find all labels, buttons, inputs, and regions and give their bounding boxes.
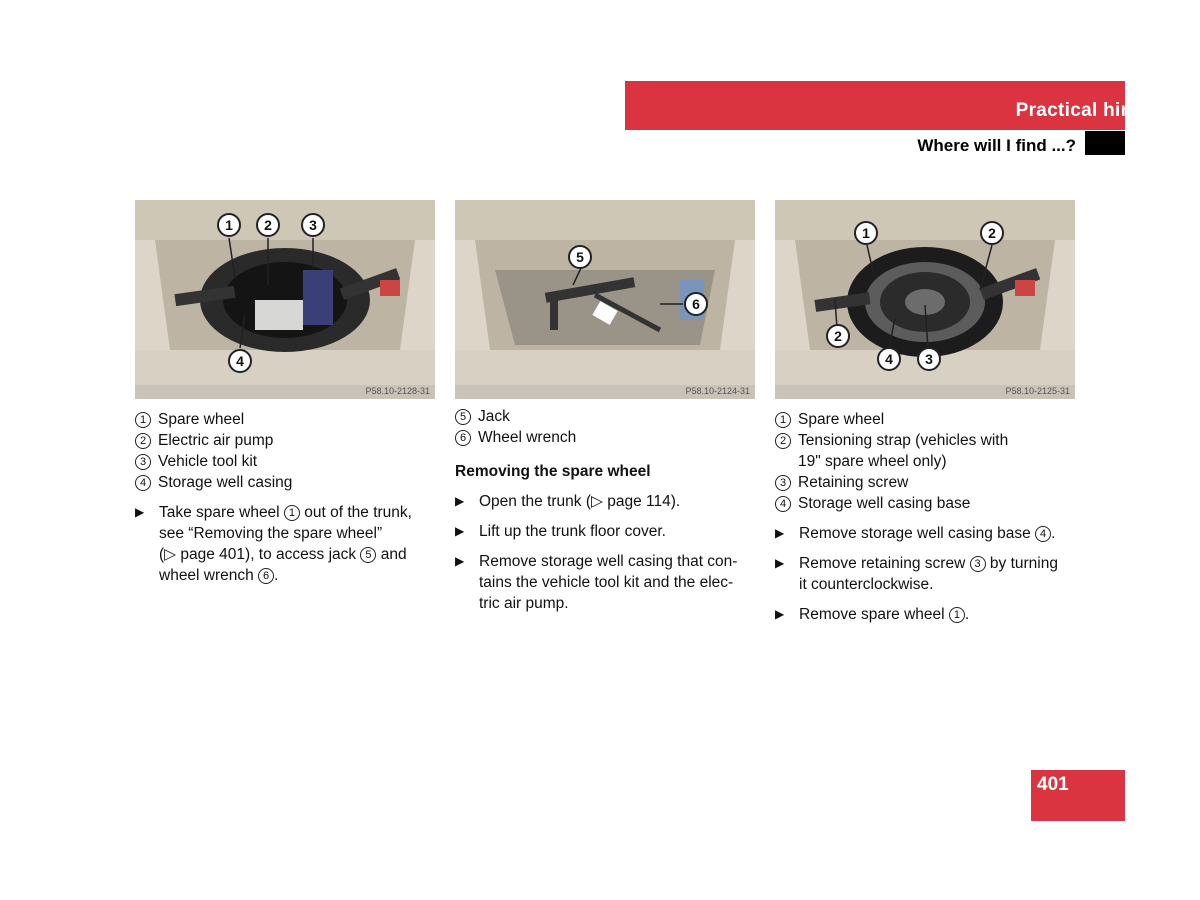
instruction-step bbox=[455, 491, 755, 512]
callout-5: 5 bbox=[568, 245, 592, 269]
legend-item bbox=[455, 406, 755, 427]
column-1 bbox=[135, 409, 435, 586]
bullet-triangle-icon: ▶ bbox=[775, 607, 785, 621]
section-heading: Removing the spare wheel bbox=[455, 463, 651, 480]
legend-text: Vehicle tool kit bbox=[158, 453, 258, 470]
step-text: tric air pump. bbox=[479, 595, 569, 612]
step-text: by turning bbox=[989, 555, 1058, 572]
step-text: and bbox=[380, 546, 407, 563]
page-number: 401 bbox=[1037, 774, 1069, 795]
step-text: Open the trunk (▷ page 114). bbox=[479, 493, 681, 510]
photo-code: P58.10-2125-31 bbox=[1005, 386, 1070, 396]
legend-item bbox=[135, 451, 435, 472]
step-text: out of the trunk, bbox=[304, 504, 412, 521]
bullet-triangle-icon: ▶ bbox=[135, 505, 145, 519]
legend-number: 2 bbox=[775, 433, 791, 449]
subsection-title: Where will I find ...? bbox=[917, 136, 1076, 155]
callout-4: 4 bbox=[228, 349, 252, 373]
trunk-photo-1 bbox=[135, 200, 435, 399]
step-text: Remove retaining screw bbox=[799, 555, 966, 572]
callout-4: 4 bbox=[877, 347, 901, 371]
step-text: Remove storage well casing that con- bbox=[479, 553, 738, 570]
step-text: Take spare wheel bbox=[159, 504, 280, 521]
legend-item bbox=[775, 493, 1085, 514]
legend-text: Wheel wrench bbox=[478, 429, 577, 446]
legend-number: 1 bbox=[775, 412, 791, 428]
instruction-step bbox=[455, 521, 755, 542]
bullet-triangle-icon: ▶ bbox=[455, 524, 465, 538]
inline-number: 1 bbox=[949, 607, 965, 623]
legend-item bbox=[775, 409, 1085, 430]
trunk-photo-3 bbox=[775, 200, 1075, 399]
inline-number: 1 bbox=[284, 505, 300, 521]
legend-text: Tensioning strap (vehicles with bbox=[798, 432, 1009, 449]
step-text: see “Removing the spare wheel” bbox=[159, 525, 383, 542]
legend-text-continued: 19" spare wheel only) bbox=[798, 453, 947, 470]
column-2 bbox=[455, 406, 755, 614]
bullet-triangle-icon: ▶ bbox=[775, 526, 785, 540]
step-text: Remove storage well casing base bbox=[799, 525, 1031, 542]
callout-2-lower: 2 bbox=[826, 324, 850, 348]
instruction-step bbox=[775, 553, 1085, 595]
legend-item bbox=[455, 427, 755, 448]
subsection-marker bbox=[1085, 131, 1125, 155]
inline-number: 3 bbox=[970, 556, 986, 572]
callout-2: 2 bbox=[980, 221, 1004, 245]
trunk-photo-2 bbox=[455, 200, 755, 399]
step-text: . bbox=[274, 567, 279, 584]
instruction-step bbox=[455, 551, 755, 614]
callout-3: 3 bbox=[917, 347, 941, 371]
inline-number: 6 bbox=[258, 568, 274, 584]
legend-number: 3 bbox=[135, 454, 151, 470]
section-title: Practical hints bbox=[1015, 100, 1150, 121]
legend-item bbox=[775, 430, 1085, 451]
photo-code: P58.10-2124-31 bbox=[685, 386, 750, 396]
legend-text: Spare wheel bbox=[158, 411, 245, 428]
callout-3: 3 bbox=[301, 213, 325, 237]
instruction-step bbox=[775, 523, 1085, 544]
photo-code: P58.10-2128-31 bbox=[365, 386, 430, 396]
legend-number: 2 bbox=[135, 433, 151, 449]
legend-item bbox=[135, 430, 435, 451]
bullet-triangle-icon: ▶ bbox=[455, 494, 465, 508]
step-text: (▷ page 401), to access jack bbox=[159, 546, 357, 563]
legend-text: Retaining screw bbox=[798, 474, 909, 491]
legend-number: 5 bbox=[455, 409, 471, 425]
step-text: Lift up the trunk floor cover. bbox=[479, 523, 666, 540]
bullet-triangle-icon: ▶ bbox=[775, 556, 785, 570]
column-3 bbox=[775, 409, 1085, 625]
callout-1: 1 bbox=[854, 221, 878, 245]
trunk-illustration-1 bbox=[135, 200, 435, 399]
legend-item bbox=[135, 409, 435, 430]
callout-6: 6 bbox=[684, 292, 708, 316]
legend-number: 3 bbox=[775, 475, 791, 491]
step-text: Remove spare wheel bbox=[799, 606, 945, 623]
step-text: it counterclockwise. bbox=[799, 576, 934, 593]
legend-number: 1 bbox=[135, 412, 151, 428]
callout-1: 1 bbox=[217, 213, 241, 237]
legend-number: 6 bbox=[455, 430, 471, 446]
legend-text: Spare wheel bbox=[798, 411, 885, 428]
step-text: wheel wrench bbox=[159, 567, 254, 584]
legend-number: 4 bbox=[135, 475, 151, 491]
instruction-step bbox=[775, 604, 1085, 625]
callout-2: 2 bbox=[256, 213, 280, 237]
step-text: . bbox=[1051, 525, 1056, 542]
legend-item bbox=[135, 472, 435, 493]
bullet-triangle-icon: ▶ bbox=[455, 554, 465, 568]
instruction-step bbox=[135, 502, 435, 586]
legend-text: Electric air pump bbox=[158, 432, 274, 449]
legend-text: Jack bbox=[478, 408, 510, 425]
legend-number: 4 bbox=[775, 496, 791, 512]
inline-number: 5 bbox=[360, 547, 376, 563]
step-text: tains the vehicle tool kit and the elec- bbox=[479, 574, 734, 591]
step-text: . bbox=[964, 606, 970, 623]
legend-text: Storage well casing base bbox=[798, 495, 971, 512]
trunk-illustration-2 bbox=[455, 200, 755, 399]
legend-item bbox=[775, 472, 1085, 493]
inline-number: 4 bbox=[1035, 526, 1051, 542]
legend-text: Storage well casing bbox=[158, 474, 293, 491]
